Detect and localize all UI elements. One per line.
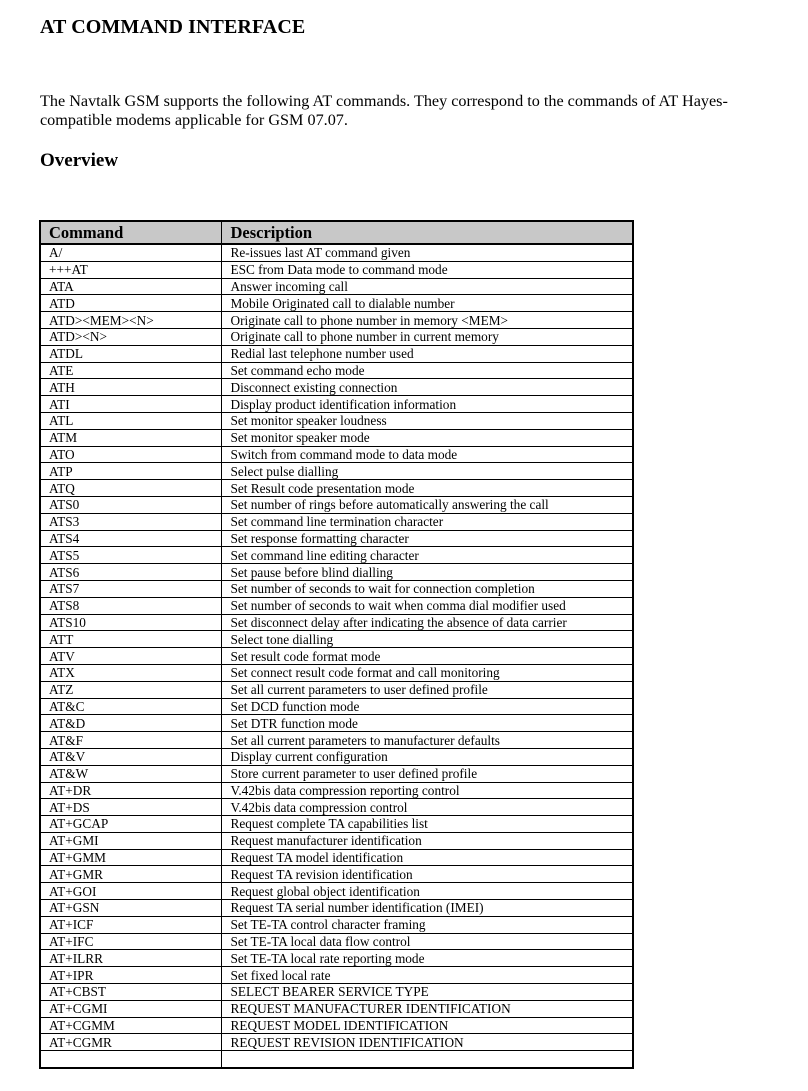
- table-row: [40, 732, 633, 749]
- command-cell: ATD><N>: [40, 328, 222, 345]
- command-cell: ATP: [40, 463, 222, 480]
- command-cell: AT+IFC: [40, 933, 222, 950]
- table-row: [40, 816, 633, 833]
- table-row: [40, 513, 633, 530]
- command-cell: ATS7: [40, 580, 222, 597]
- table-row: [40, 832, 633, 849]
- table-row: [40, 782, 633, 799]
- command-cell: AT+GOI: [40, 883, 222, 900]
- table-row: [40, 244, 633, 261]
- table-row: [40, 362, 633, 379]
- table-row: [40, 496, 633, 513]
- description-cell: Set connect result code format and call monitoring: [222, 664, 633, 681]
- command-cell: AT&C: [40, 698, 222, 715]
- table-row: [40, 446, 633, 463]
- description-cell: Set number of rings before automatically answering the call: [222, 496, 633, 513]
- table-row: [40, 1034, 633, 1051]
- description-cell: Originate call to phone number in current memory: [222, 328, 633, 345]
- description-cell: Store current parameter to user defined profile: [222, 765, 633, 782]
- table-row: [40, 698, 633, 715]
- command-cell: ATX: [40, 664, 222, 681]
- at-command-table: [39, 220, 634, 1069]
- description-cell: Request manufacturer identification: [222, 832, 633, 849]
- description-cell: V.42bis data compression reporting control: [222, 782, 633, 799]
- description-cell: Set TE-TA control character framing: [222, 916, 633, 933]
- command-cell: AT+ILRR: [40, 950, 222, 967]
- description-cell: Set monitor speaker mode: [222, 429, 633, 446]
- table-row: [40, 715, 633, 732]
- command-cell: ATS5: [40, 547, 222, 564]
- command-cell: ATM: [40, 429, 222, 446]
- command-cell: AT&F: [40, 732, 222, 749]
- table-row: [40, 631, 633, 648]
- table-row: [40, 547, 633, 564]
- table-row: [40, 328, 633, 345]
- description-cell: V.42bis data compression control: [222, 799, 633, 816]
- description-cell: Set all current parameters to user defined profile: [222, 681, 633, 698]
- description-cell: Set response formatting character: [222, 530, 633, 547]
- command-cell: AT+DS: [40, 799, 222, 816]
- description-cell: REQUEST MODEL IDENTIFICATION: [222, 1017, 633, 1034]
- description-cell: Display product identification information: [222, 396, 633, 413]
- description-cell: Disconnect existing connection: [222, 379, 633, 396]
- intro-paragraph: The Navtalk GSM supports the following AT commands. They correspond to the commands of AT Hayes-compatible modems applicable for GSM 07.07.: [40, 92, 728, 129]
- description-cell: Answer incoming call: [222, 278, 633, 295]
- page-title: AT COMMAND INTERFACE: [40, 16, 306, 38]
- command-cell: ATS6: [40, 564, 222, 581]
- table-row: [40, 412, 633, 429]
- table-row: [40, 580, 633, 597]
- command-cell: AT+DR: [40, 782, 222, 799]
- table-row: [40, 681, 633, 698]
- table-row: [40, 866, 633, 883]
- description-cell: Set fixed local rate: [222, 967, 633, 984]
- command-cell: ATS4: [40, 530, 222, 547]
- table-row: [40, 967, 633, 984]
- description-cell: SELECT BEARER SERVICE TYPE: [222, 984, 633, 1001]
- description-cell: Redial last telephone number used: [222, 345, 633, 362]
- command-cell: AT&V: [40, 748, 222, 765]
- command-cell: ATQ: [40, 480, 222, 497]
- table-row: [40, 916, 633, 933]
- table-row: [40, 664, 633, 681]
- command-cell: ATI: [40, 396, 222, 413]
- description-cell: Set command line termination character: [222, 513, 633, 530]
- description-cell: Set monitor speaker loudness: [222, 412, 633, 429]
- command-cell: ATD><MEM><N>: [40, 312, 222, 329]
- command-cell: ATS0: [40, 496, 222, 513]
- command-cell: A/: [40, 244, 222, 261]
- table-row: [40, 648, 633, 665]
- command-cell: +++AT: [40, 261, 222, 278]
- table-row: [40, 530, 633, 547]
- description-cell: Set TE-TA local data flow control: [222, 933, 633, 950]
- description-cell: Set disconnect delay after indicating the absence of data carrier: [222, 614, 633, 631]
- command-cell: AT+GCAP: [40, 816, 222, 833]
- table-row: [40, 379, 633, 396]
- description-column-header: Description: [222, 221, 633, 244]
- command-cell: ATL: [40, 412, 222, 429]
- table-row: [40, 463, 633, 480]
- command-cell: ATD: [40, 295, 222, 312]
- description-cell: Set Result code presentation mode: [222, 480, 633, 497]
- description-cell: Set number of seconds to wait when comma dial modifier used: [222, 597, 633, 614]
- command-cell: ATDL: [40, 345, 222, 362]
- description-cell: Set command line editing character: [222, 547, 633, 564]
- description-cell: Set DCD function mode: [222, 698, 633, 715]
- command-cell: ATS8: [40, 597, 222, 614]
- command-cell: ATE: [40, 362, 222, 379]
- command-cell: ATH: [40, 379, 222, 396]
- command-cell: AT+GSN: [40, 900, 222, 917]
- description-cell: Originate call to phone number in memory <MEM>: [222, 312, 633, 329]
- command-cell: [40, 1051, 222, 1068]
- table-row: [40, 345, 633, 362]
- command-cell: ATS3: [40, 513, 222, 530]
- command-column-header: Command: [40, 221, 222, 244]
- command-cell: AT&W: [40, 765, 222, 782]
- description-cell: [222, 1051, 633, 1068]
- table-row: [40, 312, 633, 329]
- description-cell: Request global object identification: [222, 883, 633, 900]
- command-cell: AT+CBST: [40, 984, 222, 1001]
- command-cell: AT&D: [40, 715, 222, 732]
- table-row: [40, 765, 633, 782]
- description-cell: Set DTR function mode: [222, 715, 633, 732]
- command-cell: AT+IPR: [40, 967, 222, 984]
- description-cell: Set number of seconds to wait for connection completion: [222, 580, 633, 597]
- description-cell: ESC from Data mode to command mode: [222, 261, 633, 278]
- description-cell: REQUEST REVISION IDENTIFICATION: [222, 1034, 633, 1051]
- description-cell: Switch from command mode to data mode: [222, 446, 633, 463]
- table-header: [40, 221, 633, 244]
- table-row: [40, 597, 633, 614]
- table-row: [40, 1017, 633, 1034]
- description-cell: Request TA revision identification: [222, 866, 633, 883]
- table-row: [40, 984, 633, 1001]
- table-row: [40, 883, 633, 900]
- description-cell: Display current configuration: [222, 748, 633, 765]
- description-cell: Request TA serial number identification (IMEI): [222, 900, 633, 917]
- command-cell: AT+GMR: [40, 866, 222, 883]
- command-cell: ATS10: [40, 614, 222, 631]
- description-cell: Set result code format mode: [222, 648, 633, 665]
- table-row: [40, 396, 633, 413]
- table-row: [40, 933, 633, 950]
- description-cell: Set all current parameters to manufacturer defaults: [222, 732, 633, 749]
- description-cell: Mobile Originated call to dialable number: [222, 295, 633, 312]
- table-row: [40, 480, 633, 497]
- description-cell: Set pause before blind dialling: [222, 564, 633, 581]
- command-cell: ATV: [40, 648, 222, 665]
- table-row: [40, 278, 633, 295]
- description-cell: REQUEST MANUFACTURER IDENTIFICATION: [222, 1000, 633, 1017]
- command-cell: ATO: [40, 446, 222, 463]
- overview-heading: Overview: [40, 150, 119, 171]
- command-cell: AT+GMM: [40, 849, 222, 866]
- description-cell: Request complete TA capabilities list: [222, 816, 633, 833]
- description-cell: Request TA model identification: [222, 849, 633, 866]
- table-row: [40, 564, 633, 581]
- table-row: [40, 1051, 633, 1068]
- command-cell: AT+CGMR: [40, 1034, 222, 1051]
- table-row: [40, 429, 633, 446]
- description-cell: Select tone dialling: [222, 631, 633, 648]
- table-row: [40, 261, 633, 278]
- header-row: [40, 221, 633, 244]
- table-row: [40, 900, 633, 917]
- table-row: [40, 295, 633, 312]
- description-cell: Re-issues last AT command given: [222, 244, 633, 261]
- table-row: [40, 614, 633, 631]
- command-cell: ATZ: [40, 681, 222, 698]
- table-row: [40, 849, 633, 866]
- command-cell: AT+GMI: [40, 832, 222, 849]
- command-cell: AT+ICF: [40, 916, 222, 933]
- table-row: [40, 950, 633, 967]
- command-cell: AT+CGMM: [40, 1017, 222, 1034]
- table-body: [40, 244, 633, 1068]
- table-row: [40, 1000, 633, 1017]
- command-cell: ATT: [40, 631, 222, 648]
- description-cell: Set command echo mode: [222, 362, 633, 379]
- description-cell: Set TE-TA local rate reporting mode: [222, 950, 633, 967]
- command-cell: AT+CGMI: [40, 1000, 222, 1017]
- description-cell: Select pulse dialling: [222, 463, 633, 480]
- command-cell: ATA: [40, 278, 222, 295]
- table-row: [40, 799, 633, 816]
- table-row: [40, 748, 633, 765]
